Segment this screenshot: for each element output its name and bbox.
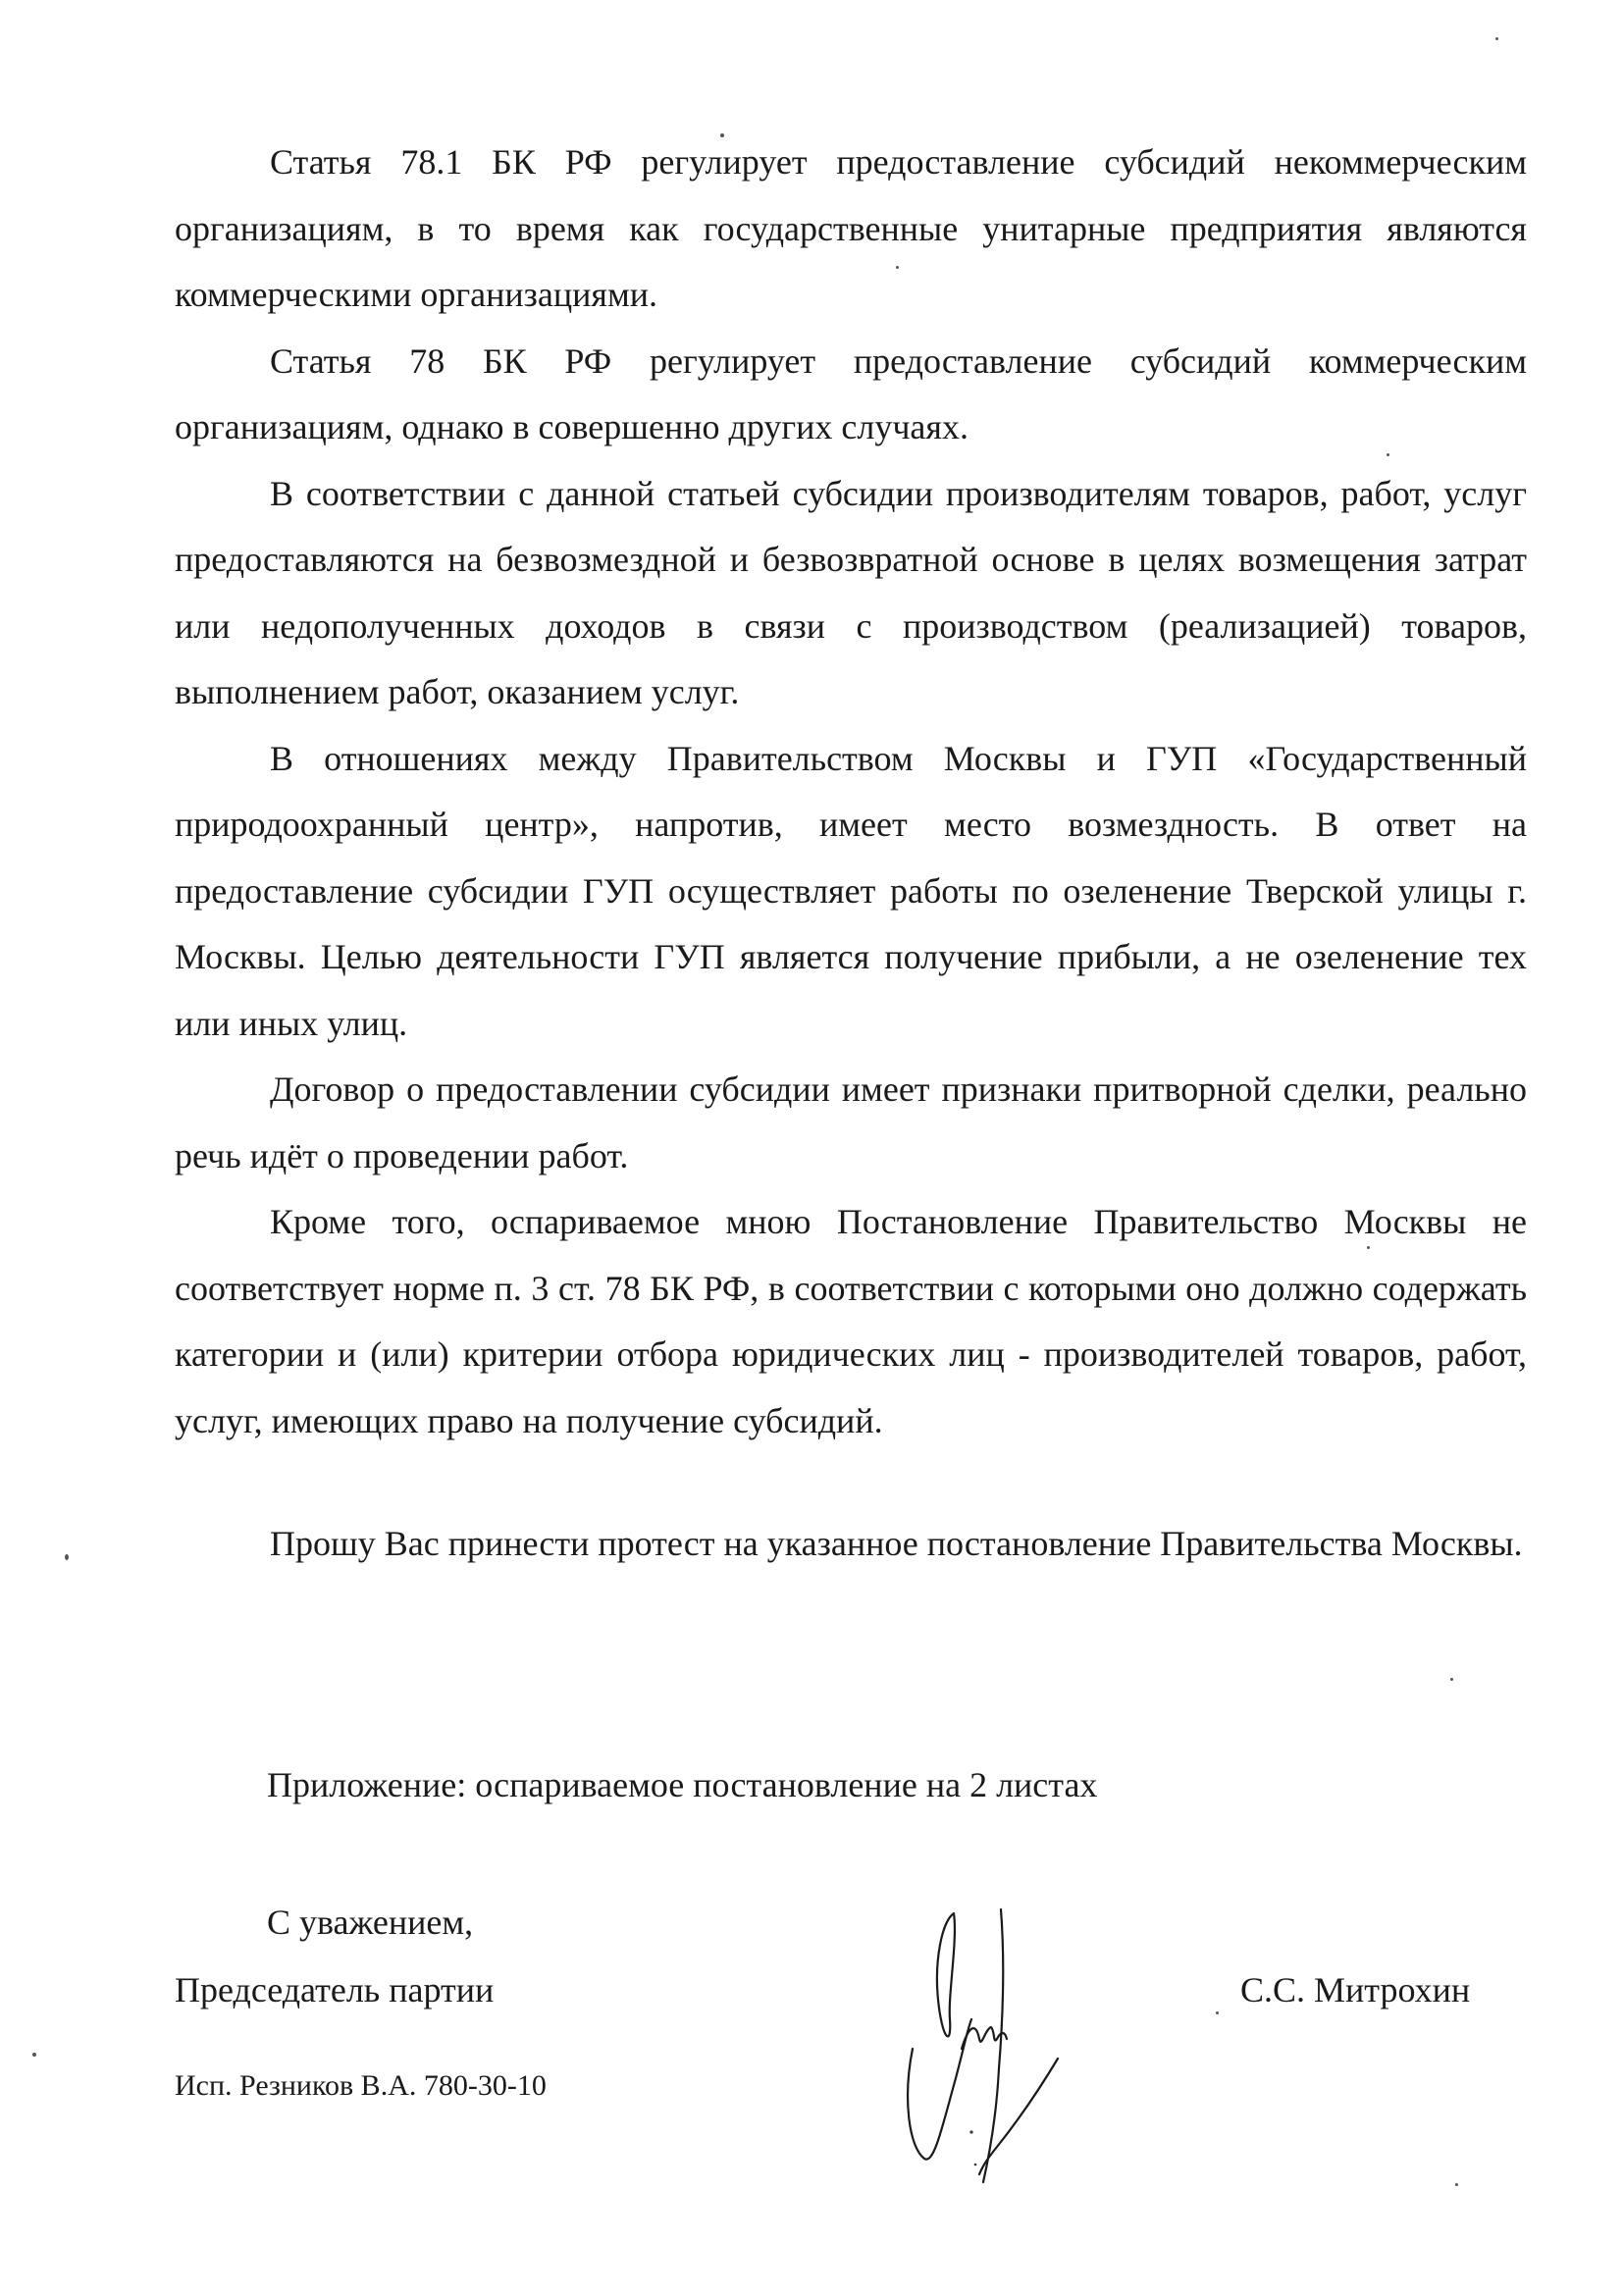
closing-phrase: С уважением, [267,1903,474,1942]
scan-speck [1387,453,1389,456]
signer-position: Председатель партии [175,1970,495,2009]
scan-speck [1455,2183,1458,2186]
paragraph-compensation: В отношениях между Правительством Москвы и ГУП «Государственный природоохранный центр», напротив, имеет место возмездность. В ответ на предоставление субсидии ГУП осуществляет работы по озеленение Тверской улицы г. Москвы. Целью деятельности ГУП является получение прибыли, а не озеленение тех или иных улиц. [175,738,1527,1043]
paragraph-request: Прошу Вас принести протест на указанное постановление Правительства Москвы. [270,1524,1523,1563]
scan-speck [1367,1246,1370,1249]
scan-speck [65,1554,69,1560]
handwritten-signature [873,1902,1099,2186]
signer-name: С.С. Митрохин [1240,1970,1471,2009]
executor-contact: Исп. Резников В.А. 780-30-10 [175,2069,547,2102]
paragraph-sham-transaction: Договор о предоставлении субсидии имеет признаки притворной сделки, реально речь идёт о проведении работ. [175,1070,1527,1175]
scan-speck [1216,2011,1219,2014]
scan-speck [1450,1678,1453,1681]
document-body [175,130,1527,1578]
paragraph-article-78: Статья 78 БК РФ регулирует предоставление субсидий коммерческим организациям, однако в совершенно других случаях. [175,340,1527,446]
paragraph-article-78-1: Статья 78.1 БК РФ регулирует предоставление субсидий некоммерческим организациям, в то время как государственные унитарные предприятия являются коммерческими организациями. [175,142,1527,314]
paragraph-norm-violation: Кроме того, оспариваемое мною Постановление Правительство Москвы не соответствует норме п. 3 ст. 78 БК РФ, в соответствии с которыми оно должно содержать категории и (или) критерии отбора юридических лиц - производителей товаров, работ, услуг, имеющих право на получение субсидий. [175,1202,1527,1440]
scan-speck [720,133,724,137]
scan-speck [1495,37,1498,40]
attachment-note: Приложение: оспариваемое постановление на 2 листах [267,1765,1098,1804]
scan-speck [896,266,899,269]
paragraph-subsidy-purpose: В соответствии с данной статьей субсидии производителям товаров, работ, услуг предоставляются на безвозмездной и безвозвратной основе в целях возмещения затрат или недополученных доходов в связи с производством (реализацией) товаров, выполнением работ, оказанием услуг. [175,473,1527,711]
scan-speck [32,2053,36,2057]
